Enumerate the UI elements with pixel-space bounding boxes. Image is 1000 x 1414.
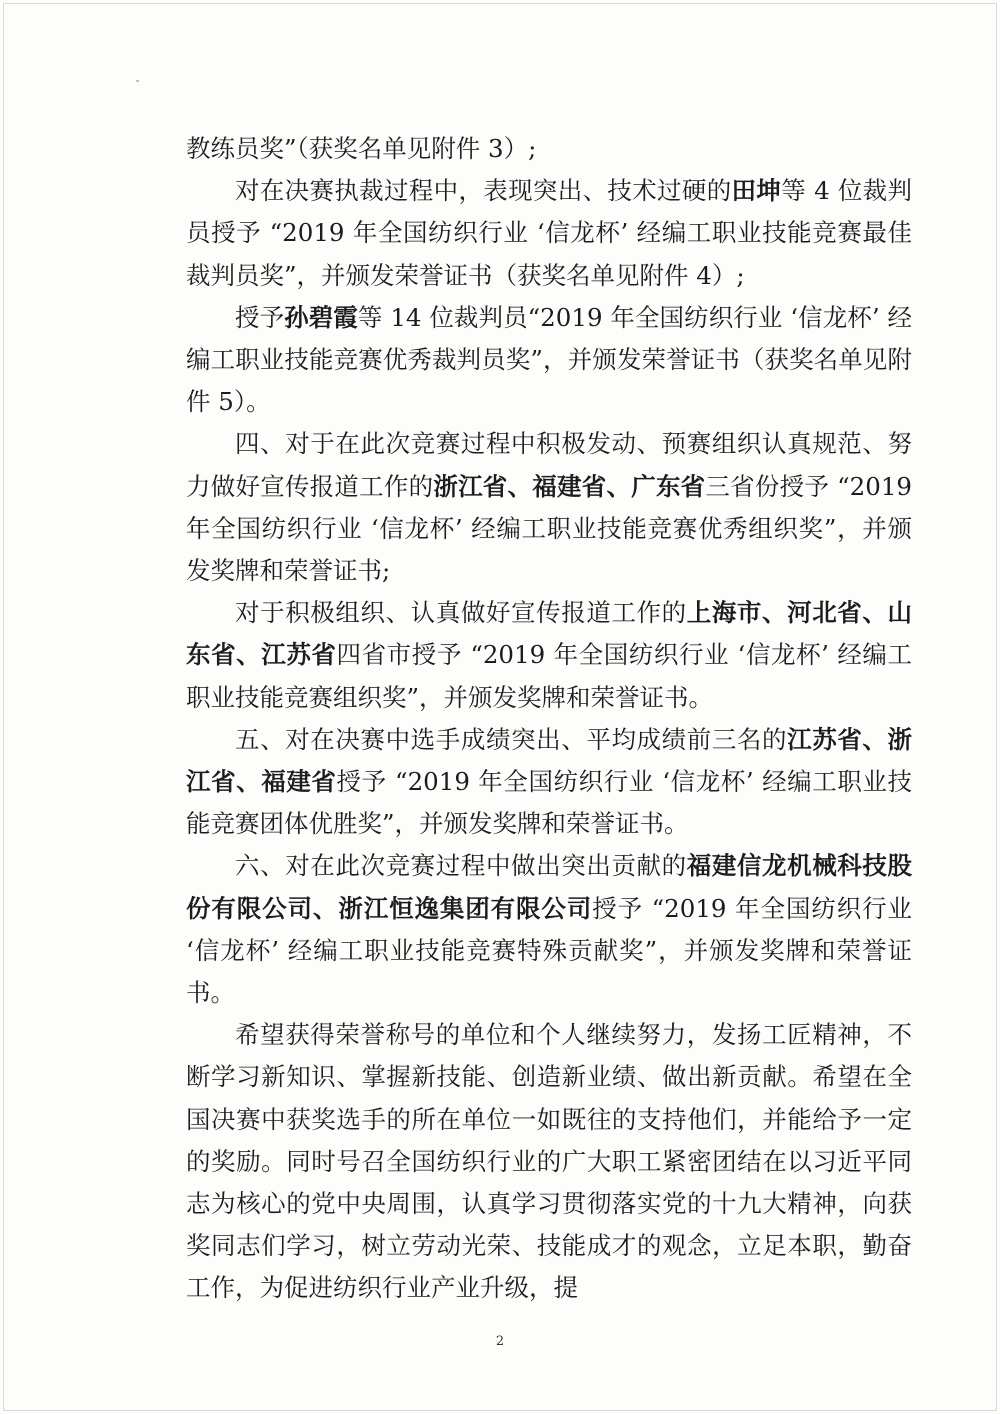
text-run: 授予: [235, 302, 285, 332]
text-run: 希望获得荣誉称号的单位和个人继续努力，发扬工匠精神，不断学习新知识、掌握新技能、创造新业绩、做出新贡献。希望在全国决赛中获奖选手的所在单位一如既往的支持他们，并能给予一定的奖励。同时号召全国纺织行业的广大职工紧密团结在以习近平同志为核心的党中央周围，认真学习贯彻落实党的十九大精神，向获奖同志们学习，树立劳动光荣、技能成才的观念，立足本职，勤奋工作，为促进纺织行业产业升级，提: [186, 1020, 912, 1303]
text-run: 对在决赛执裁过程中，表现突出、技术过硬的: [235, 176, 732, 206]
text-run: 教练员奖”（获奖名单见附件 3）;: [186, 134, 537, 163]
bold-provinces: 浙江省、福建省、广东省: [433, 471, 706, 501]
paragraph-closing: [186, 1014, 912, 1309]
paragraph-section-five: [186, 719, 912, 846]
paragraph-section-four: [186, 423, 912, 592]
bold-name: 田坤: [731, 176, 782, 206]
scan-speck: [136, 80, 139, 82]
text-run: 授予 “2019 年全国纺织行业 ‘信龙杯’ 经编工职业技能竞赛团体优胜奖”，并颁发奖牌和荣誉证书。: [186, 767, 912, 839]
bold-name: 孙碧霞: [284, 302, 358, 332]
bold-provinces: 江苏省、浙江省、福建省: [186, 724, 913, 797]
text-run: 四、对于在此次竞赛过程中积极发动、预赛组织认真规范、努力做好宣传报道工作的: [186, 429, 912, 501]
text-run: 五、对在决赛中选手成绩突出、平均成绩前三名的: [235, 724, 788, 754]
text-run: 四省市授予 “2019 年全国纺织行业 ‘信龙杯’ 经编工职业技能竞赛组织奖”，并颁发奖牌和荣誉证书。: [186, 640, 912, 712]
paragraph-section-six: [186, 845, 912, 1014]
paragraph-excellent-referee: [186, 297, 912, 424]
text-run: 等 4 位裁判员授予 “2019 年全国纺织行业 ‘信龙杯’ 经编工职业技能竞赛最佳裁判员奖”，并颁发荣誉证书（获奖名单见附件 4）;: [186, 176, 913, 290]
text-run: 对于积极组织、认真做好宣传报道工作的: [235, 598, 687, 628]
body-text: [186, 128, 912, 1310]
bold-companies: 福建信龙机械科技股份有限公司、浙江恒逸集团有限公司: [186, 851, 913, 923]
text-run: 三省份授予 “2019 年全国纺织行业 ‘信龙杯’ 经编工职业技能竞赛优秀组织奖”，并颁发奖牌和荣誉证书;: [186, 471, 912, 586]
paragraph-best-referee: [186, 170, 912, 297]
text-run: 授予 “2019 年全国纺织行业 ‘信龙杯’ 经编工职业技能竞赛特殊贡献奖”，并颁发奖牌和荣誉证书。: [186, 893, 913, 1008]
bold-provinces: 上海市、河北省、山东省、江苏省: [186, 598, 913, 670]
paragraph-organization-award: [186, 592, 912, 719]
paragraph-continuation: [186, 128, 912, 170]
text-run: 等 14 位裁判员“2019 年全国纺织行业 ‘信龙杯’ 经编工职业技能竞赛优秀裁判员奖”，并颁发荣誉证书（获奖名单见附件 5）。: [186, 302, 913, 417]
text-run: 六、对在此次竞赛过程中做出突出贡献的: [235, 851, 687, 881]
page-number: 2: [495, 1334, 505, 1349]
